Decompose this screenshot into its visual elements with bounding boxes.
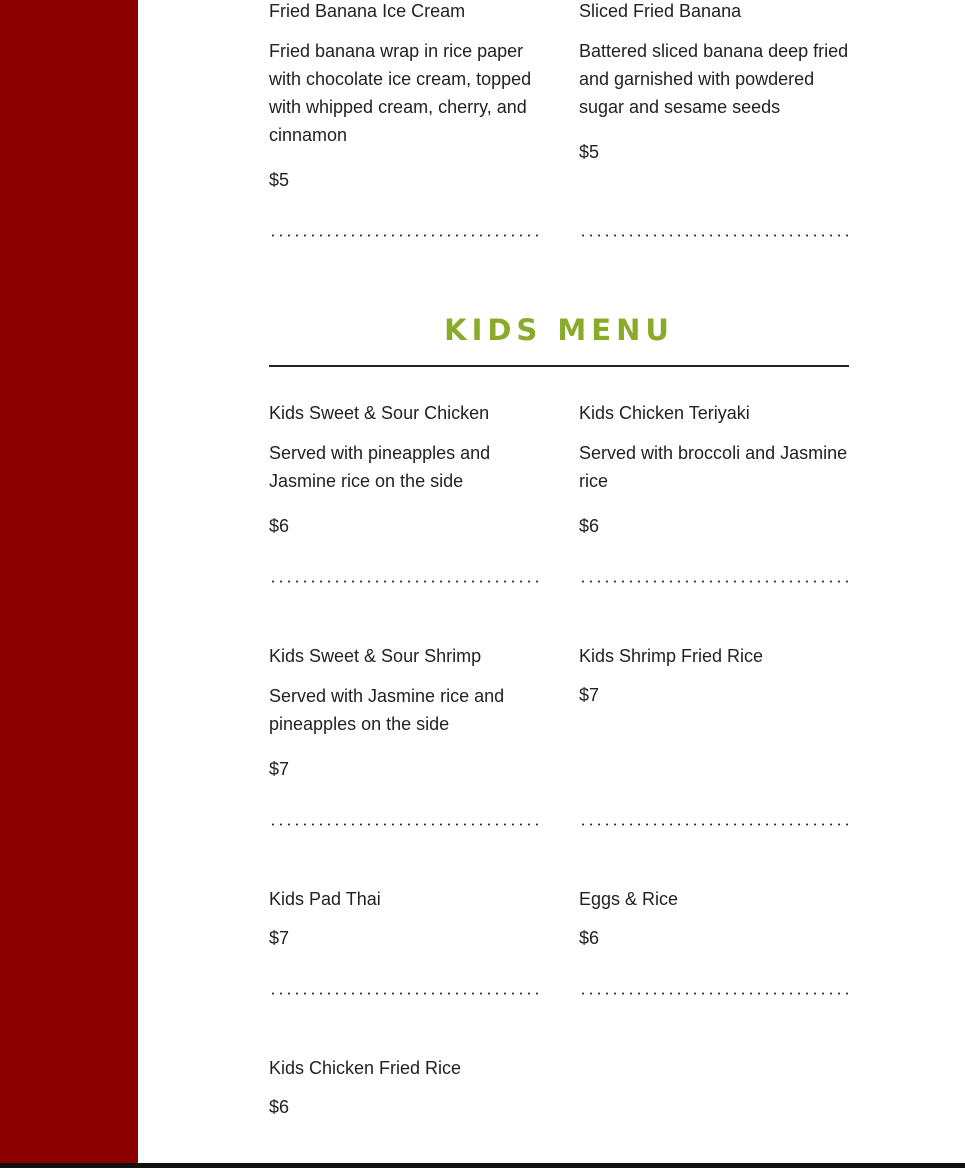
- item-price: $7: [269, 928, 290, 948]
- item-price: $7: [579, 685, 600, 705]
- item-name: Kids Pad Thai: [269, 889, 381, 909]
- item-name: Sliced Fried Banana: [579, 1, 742, 21]
- sidebar-strip: [0, 0, 138, 1168]
- item-name: Kids Chicken Teriyaki: [579, 403, 750, 423]
- dotted-divider: [269, 234, 539, 237]
- item-price: $7: [269, 759, 290, 779]
- item-description: Served with pineapples and Jasmine rice on the side: [269, 443, 491, 491]
- item-name: Kids Shrimp Fried Rice: [579, 646, 764, 666]
- section-divider: [269, 365, 849, 367]
- dotted-divider: [579, 234, 849, 237]
- item-name: Eggs & Rice: [579, 889, 679, 909]
- item-description: Battered sliced banana deep fried and garnished with powdered sugar and sesame seeds: [579, 41, 849, 117]
- item-name: Fried Banana Ice Cream: [269, 1, 466, 21]
- item-price: $6: [269, 516, 290, 536]
- item-name: Kids Chicken Fried Rice: [269, 1058, 462, 1078]
- dotted-divider: [269, 823, 539, 826]
- item-description: Fried banana wrap in rice paper with chocolate ice cream, topped with whipped cream, cherry, and cinnamon: [269, 41, 532, 145]
- dotted-divider: [579, 823, 849, 826]
- item-description: Served with Jasmine rice and pineapples on the side: [269, 686, 505, 734]
- bottom-border: [0, 1163, 965, 1168]
- item-price: $6: [269, 1097, 290, 1117]
- item-price: $6: [579, 928, 600, 948]
- item-price: $6: [579, 516, 600, 536]
- dotted-divider: [269, 580, 539, 583]
- item-price: $5: [579, 142, 600, 162]
- item-name: Kids Sweet & Sour Shrimp: [269, 646, 482, 666]
- section-title-kids-menu: KIDS MENU: [444, 313, 674, 347]
- dotted-divider: [579, 580, 849, 583]
- item-name: Kids Sweet & Sour Chicken: [269, 403, 490, 423]
- item-price: $5: [269, 170, 290, 190]
- item-description: Served with broccoli and Jasmine rice: [579, 443, 848, 491]
- dotted-divider: [579, 992, 849, 995]
- dotted-divider: [269, 992, 539, 995]
